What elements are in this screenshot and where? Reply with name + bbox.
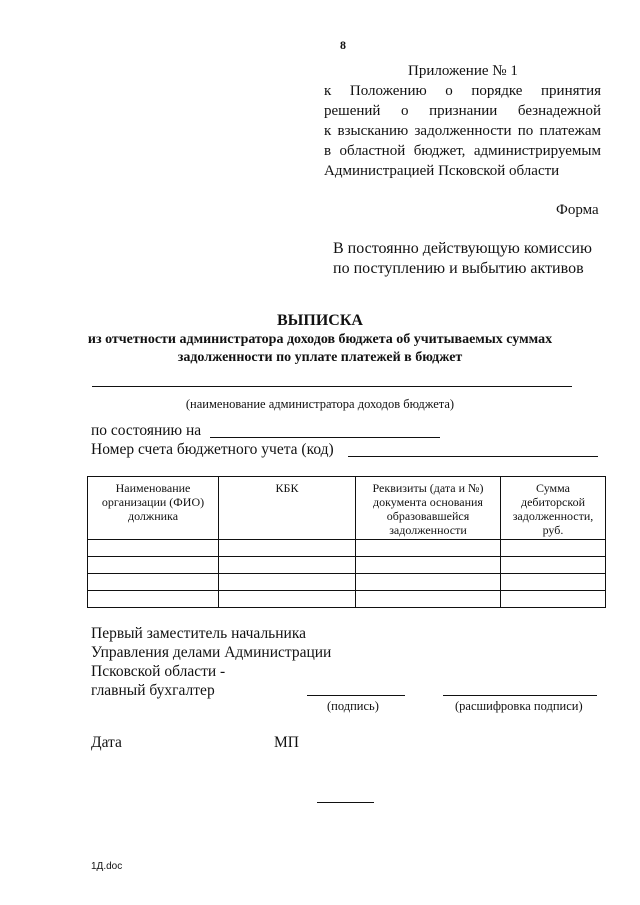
appendix-line: к взысканию задолженности по платежам: [324, 123, 601, 139]
header-debtor-label: Наименование организации (ФИО) должника: [101, 481, 205, 523]
table-cell[interactable]: [219, 557, 356, 574]
header-kbk: [219, 477, 356, 540]
subtitle-line: из отчетности администратора доходов бюджета об учитываемых суммах: [87, 332, 553, 347]
table-cell[interactable]: [219, 574, 356, 591]
appendix-line: решений о признании безнадежной: [324, 103, 601, 119]
document-subtitle: [0, 331, 640, 367]
header-kbk-label: КБК: [275, 481, 299, 495]
addressee-line: В постоянно действующую комиссию: [333, 240, 592, 257]
signature-field[interactable]: [307, 695, 405, 696]
as-of-date-field[interactable]: [210, 437, 440, 438]
table-cell[interactable]: [356, 574, 501, 591]
signatory-line: главный бухгалтер: [91, 682, 215, 699]
form-label: Форма: [556, 202, 599, 218]
table-cell[interactable]: [356, 557, 501, 574]
signatory-line: Первый заместитель начальника: [91, 625, 307, 642]
header-amount-label: Сумма дебиторской задолженности, руб.: [512, 481, 594, 537]
table-cell[interactable]: [501, 591, 606, 608]
stamp-label: МП: [274, 734, 299, 751]
appendix-line: Администрацией Псковской области: [324, 163, 560, 179]
addressee: [333, 239, 603, 279]
header-debtor: [88, 477, 219, 540]
header-amount: [501, 477, 606, 540]
header-document-label: Реквизиты (дата и №) документа основания образовавшейся задолженности: [372, 481, 484, 537]
signatory-block: [91, 624, 331, 700]
table-cell[interactable]: [501, 574, 606, 591]
appendix-reference: [324, 81, 601, 181]
table-row: [88, 591, 606, 608]
admin-name-caption: (наименование администратора доходов бюджета): [185, 397, 455, 411]
table-cell[interactable]: [88, 591, 219, 608]
table-row: [88, 574, 606, 591]
table-cell[interactable]: [356, 540, 501, 557]
table-row: [88, 557, 606, 574]
document-title: ВЫПИСКА: [277, 312, 363, 329]
signature-caption: (подпись): [327, 699, 379, 713]
account-label: Номер счета бюджетного учета (код): [91, 441, 334, 458]
table-row: [88, 540, 606, 557]
appendix-line: в областной бюджет, администрируемым: [324, 143, 601, 159]
table-cell[interactable]: [88, 540, 219, 557]
account-code-field[interactable]: [348, 456, 598, 457]
table-cell[interactable]: [88, 574, 219, 591]
header-document: [356, 477, 501, 540]
table-cell[interactable]: [219, 591, 356, 608]
table-cell[interactable]: [501, 540, 606, 557]
appendix-line: к Положению о порядке принятия: [324, 83, 601, 99]
subtitle-line: задолженности по уплате платежей в бюджет: [177, 350, 463, 365]
table-cell[interactable]: [219, 540, 356, 557]
table-cell[interactable]: [356, 591, 501, 608]
signature-decoding-field[interactable]: [443, 695, 597, 696]
file-name: 1Д.doc: [91, 861, 123, 872]
as-of-label: по состоянию на: [91, 422, 202, 439]
debts-table: [87, 476, 606, 608]
date-label: Дата: [91, 734, 122, 751]
page-number: 8: [340, 38, 346, 52]
appendix-title: Приложение № 1: [408, 63, 518, 79]
addressee-line: по поступлению и выбытию активов: [333, 260, 584, 277]
table-header-row: [88, 477, 606, 540]
table-cell[interactable]: [88, 557, 219, 574]
date-field[interactable]: [317, 802, 374, 803]
table-cell[interactable]: [501, 557, 606, 574]
admin-name-field[interactable]: [92, 386, 572, 387]
decoding-caption: (расшифровка подписи): [455, 699, 583, 713]
signatory-line: Управления делами Администрации: [91, 644, 332, 661]
signatory-line: Псковской области -: [91, 663, 226, 680]
